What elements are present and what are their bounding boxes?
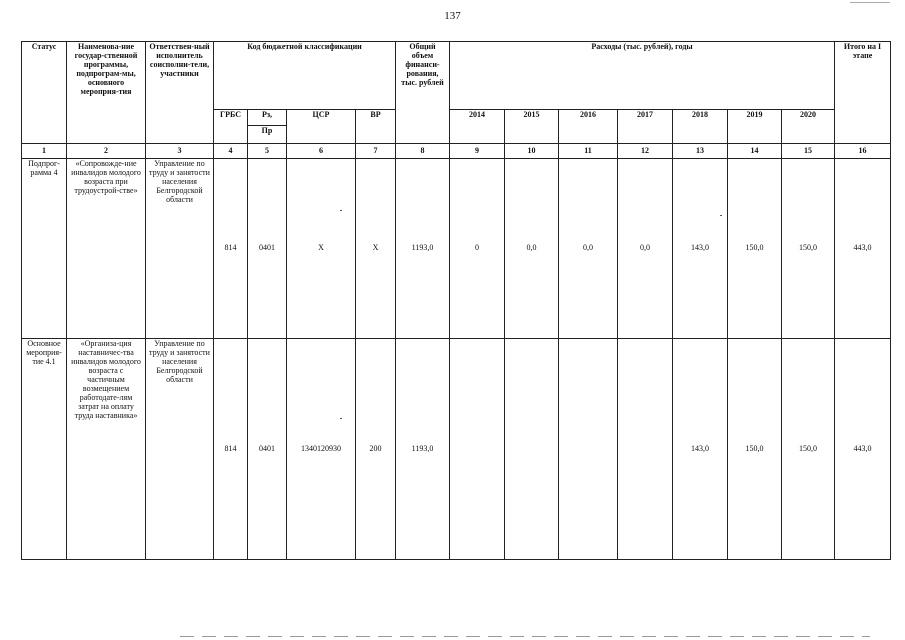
header-name: Наименова-ние государ-ственной программы, подпрограм-мы, основного мероприя-тия bbox=[67, 42, 146, 144]
header-rz: Рз, bbox=[248, 110, 287, 126]
row-total: 1193,0 bbox=[396, 339, 450, 560]
column-number: 3 bbox=[146, 144, 214, 159]
row-executor: Управление по труду и занятости населения Белгородской области bbox=[146, 339, 214, 560]
table-row bbox=[22, 159, 891, 339]
column-number: 7 bbox=[356, 144, 396, 159]
row-2015: 0,0 bbox=[505, 159, 559, 339]
row-grbs: 814 bbox=[214, 159, 248, 339]
column-number: 14 bbox=[728, 144, 782, 159]
row-2016: 0,0 bbox=[559, 159, 618, 339]
header-pr: Пр bbox=[248, 126, 287, 144]
column-number: 6 bbox=[287, 144, 356, 159]
row-2020: 150,0 bbox=[782, 339, 835, 560]
column-number: 9 bbox=[450, 144, 505, 159]
column-number: 8 bbox=[396, 144, 450, 159]
row-rzpr: 0401 bbox=[248, 339, 287, 560]
header-vr: ВР bbox=[356, 110, 396, 144]
row-name: «Организа-ция наставничес-тва инвалидов молодого возраста с частичным возмещением работодате-лям затрат на оплату труда наставника» bbox=[67, 339, 146, 560]
header-stage-total: Итого на I этапе bbox=[835, 42, 891, 144]
page-number: 137 bbox=[444, 10, 461, 22]
budget-table bbox=[21, 41, 891, 560]
row-2019: 150,0 bbox=[728, 339, 782, 560]
row-2018: 143,0 bbox=[673, 339, 728, 560]
row-stage-total: 443,0 bbox=[835, 339, 891, 560]
header-year-2015: 2015 bbox=[505, 110, 559, 144]
header-year-2017: 2017 bbox=[618, 110, 673, 144]
scan-speck bbox=[340, 210, 342, 211]
row-grbs: 814 bbox=[214, 339, 248, 560]
column-number: 4 bbox=[214, 144, 248, 159]
column-number: 12 bbox=[618, 144, 673, 159]
row-total: 1193,0 bbox=[396, 159, 450, 339]
row-2017 bbox=[618, 339, 673, 560]
header-budget-code: Код бюджетной классификации bbox=[214, 42, 396, 110]
row-2019: 150,0 bbox=[728, 159, 782, 339]
scan-artifact-line bbox=[850, 2, 890, 3]
column-number: 11 bbox=[559, 144, 618, 159]
column-number: 15 bbox=[782, 144, 835, 159]
row-vr: 200 bbox=[356, 339, 396, 560]
row-name: «Сопровожде-ние инвалидов молодого возраста при трудоустрой-стве» bbox=[67, 159, 146, 339]
header-grbs: ГРБС bbox=[214, 110, 248, 144]
header-year-2014: 2014 bbox=[450, 110, 505, 144]
column-number-row bbox=[22, 144, 891, 159]
scan-speck bbox=[720, 215, 722, 216]
header-year-2016: 2016 bbox=[559, 110, 618, 144]
row-status: Основное мероприя-тие 4.1 bbox=[22, 339, 67, 560]
column-number: 5 bbox=[248, 144, 287, 159]
scan-artifact-line bbox=[180, 636, 870, 637]
column-number: 13 bbox=[673, 144, 728, 159]
column-number: 16 bbox=[835, 144, 891, 159]
row-vr: Х bbox=[356, 159, 396, 339]
row-csr: Х bbox=[287, 159, 356, 339]
column-number: 1 bbox=[22, 144, 67, 159]
row-2015 bbox=[505, 339, 559, 560]
row-2016 bbox=[559, 339, 618, 560]
row-csr: 1340120930 bbox=[287, 339, 356, 560]
header-total-volume: Общий объем финанси-рования, тыс. рублей bbox=[396, 42, 450, 144]
table-row bbox=[22, 339, 891, 560]
header-year-2018: 2018 bbox=[673, 110, 728, 144]
header-status: Статус bbox=[22, 42, 67, 144]
row-2014: 0 bbox=[450, 159, 505, 339]
row-2014 bbox=[450, 339, 505, 560]
row-status: Подпрог-рамма 4 bbox=[22, 159, 67, 339]
row-2018: 143,0 bbox=[673, 159, 728, 339]
column-number: 10 bbox=[505, 144, 559, 159]
header-executor: Ответствен-ный исполнитель соисполни-тели, участники bbox=[146, 42, 214, 144]
scan-speck bbox=[340, 418, 342, 419]
column-number: 2 bbox=[67, 144, 146, 159]
row-executor: Управление по труду и занятости населения Белгородской области bbox=[146, 159, 214, 339]
row-rzpr: 0401 bbox=[248, 159, 287, 339]
header-csr: ЦСР bbox=[287, 110, 356, 144]
header-expenses: Расходы (тыс. рублей), годы bbox=[450, 42, 835, 110]
header-year-2019: 2019 bbox=[728, 110, 782, 144]
row-2017: 0,0 bbox=[618, 159, 673, 339]
row-2020: 150,0 bbox=[782, 159, 835, 339]
row-stage-total: 443,0 bbox=[835, 159, 891, 339]
header-year-2020: 2020 bbox=[782, 110, 835, 144]
